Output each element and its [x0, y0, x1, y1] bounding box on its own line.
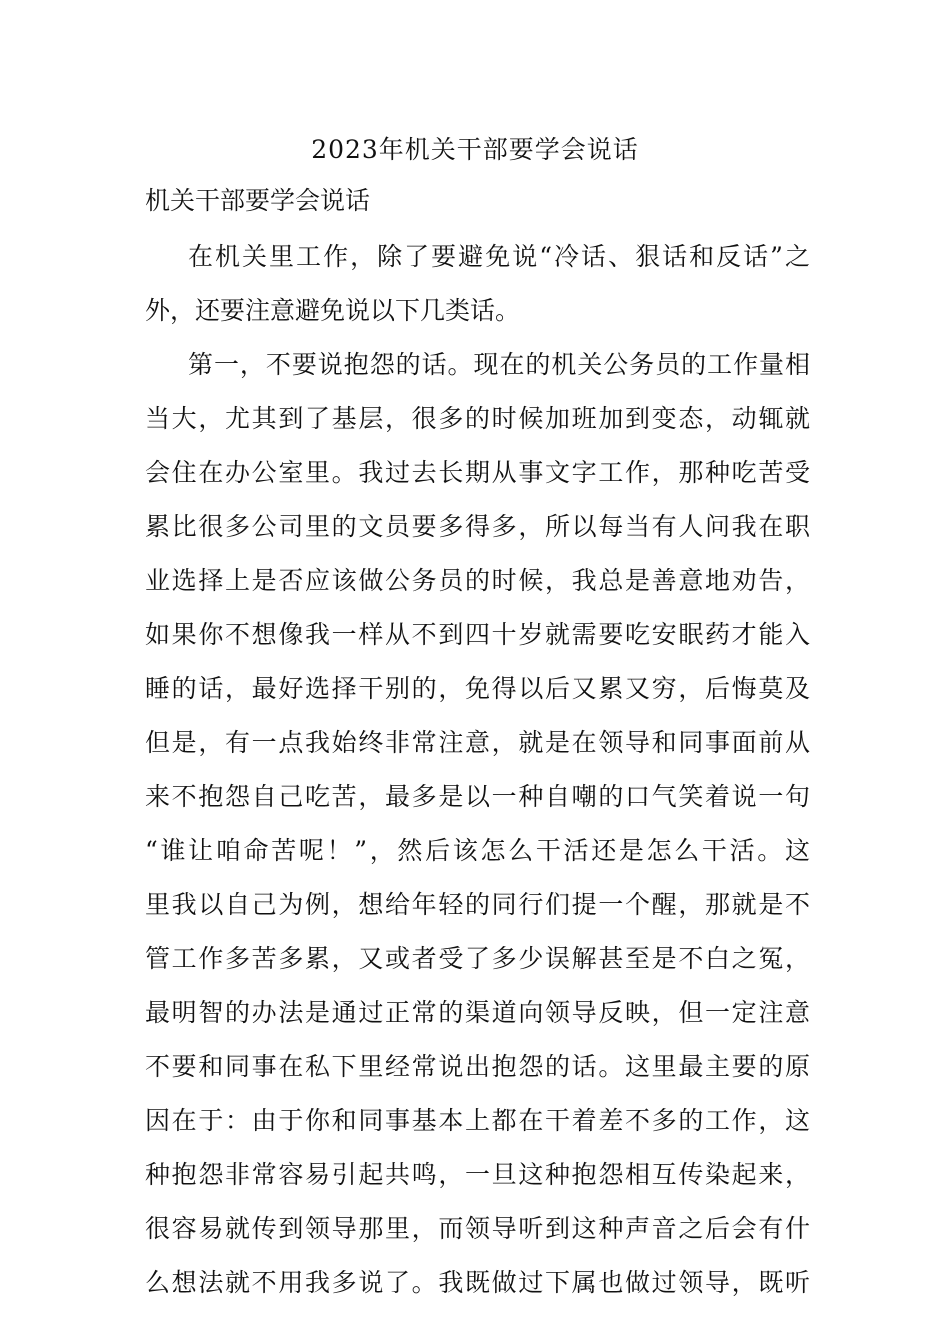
text-line: 第一，不要说抱怨的话。现在的机关公务员的工作量相	[188, 350, 810, 379]
text-line: 会住在办公室里。我过去长期从事文字工作，那种吃苦受	[145, 458, 810, 487]
text-line: 最明智的办法是通过正常的渠道向领导反映，但一定注意	[145, 998, 810, 1027]
text-line: 当大，尤其到了基层，很多的时候加班加到变态，动辄就	[145, 404, 810, 433]
text-line: 因在于：由于你和同事基本上都在干着差不多的工作，这	[145, 1106, 810, 1135]
text-line: 业选择上是否应该做公务员的时候，我总是善意地劝告，	[145, 566, 810, 595]
text-line: 如果你不想像我一样从不到四十岁就需要吃安眠药才能入	[145, 620, 810, 649]
text-line: 睡的话，最好选择干别的，免得以后又累又穷，后悔莫及	[145, 674, 810, 703]
text-line: 很容易就传到领导那里，而领导听到这种声音之后会有什	[145, 1214, 810, 1243]
text-line: 里我以自己为例，想给年轻的同行们提一个醒，那就是不	[145, 890, 810, 919]
text-line: 么想法就不用我多说了。我既做过下属也做过领导，既听	[145, 1268, 810, 1297]
text-line: 种抱怨非常容易引起共鸣，一旦这种抱怨相互传染起来，	[145, 1160, 810, 1189]
text-line: 但是，有一点我始终非常注意，就是在领导和同事面前从	[145, 728, 810, 757]
body-text	[145, 230, 810, 1310]
text-line: “谁让咱命苦呢！”，然后该怎么干活还是怎么干活。这	[145, 836, 810, 865]
text-line: 来不抱怨自己吃苦，最多是以一种自嘲的口气笑着说一句	[145, 782, 810, 811]
text-line: 在机关里工作，除了要避免说“冷话、狠话和反话”之	[188, 242, 810, 271]
document-title: 2023年机关干部要学会说话	[311, 135, 639, 164]
document-subtitle: 机关干部要学会说话	[145, 186, 371, 215]
text-line: 外，还要注意避免说以下几类话。	[145, 296, 521, 325]
text-line: 不要和同事在私下里经常说出抱怨的话。这里最主要的原	[145, 1052, 810, 1081]
text-line: 管工作多苦多累，又或者受了多少误解甚至是不白之冤，	[145, 944, 810, 973]
text-line: 累比很多公司里的文员要多得多，所以每当有人问我在职	[145, 512, 810, 541]
